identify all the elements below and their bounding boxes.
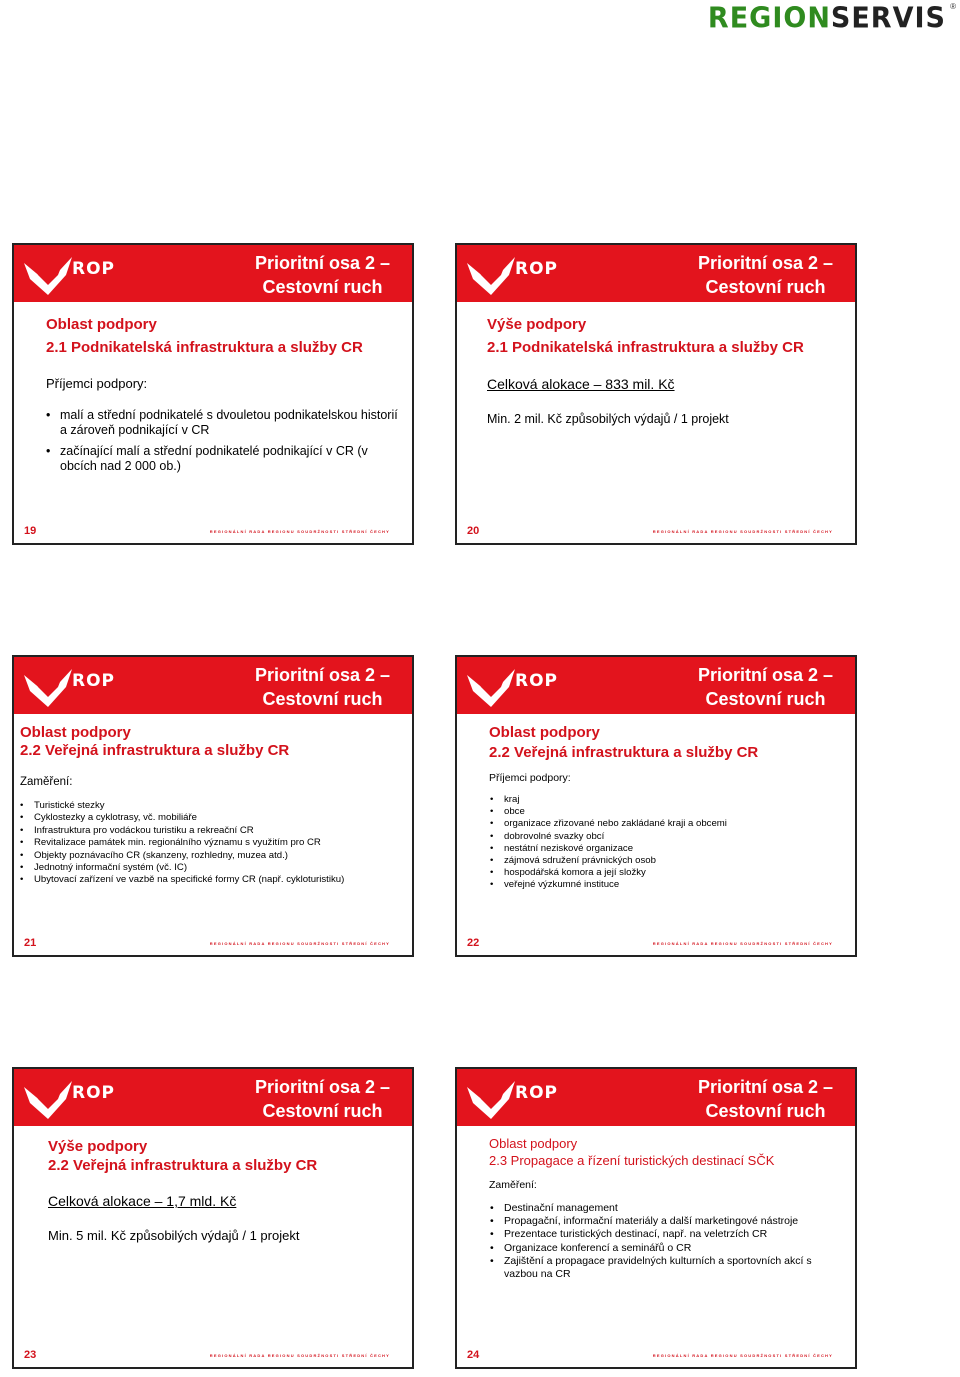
title-line2: Cestovní ruch — [262, 689, 383, 709]
slide-body — [457, 1126, 855, 1337]
logo-text: ROP — [515, 259, 559, 279]
heading2: 2.2 Veřejná infrastruktura a služby CR — [48, 1157, 318, 1174]
subheading: Příjemci podpory: — [489, 772, 571, 784]
title-line2: Cestovní ruch — [262, 277, 383, 297]
list-item: • Infrastruktura pro vodáckou turistiku a rekreační CR — [34, 825, 404, 837]
allocation: Celková alokace – 1,7 mld. Kč — [48, 1193, 237, 1209]
heading2: 2.2 Veřejná infrastruktura a služby CR — [20, 742, 290, 759]
heading1: Oblast podpory — [20, 724, 131, 741]
logo-text: ROP — [72, 671, 116, 691]
list-item: • dobrovolné svazky obcí — [504, 831, 844, 843]
slide-number: 19 — [24, 525, 37, 537]
slide-number: 24 — [467, 1349, 480, 1361]
list-item: • Jednotný informační systém (vč. IC) — [34, 862, 404, 874]
regionservis-logo — [708, 3, 946, 35]
title-line2: Cestovní ruch — [705, 1101, 826, 1121]
subheading: Zaměření: — [20, 776, 73, 788]
slide-23 — [12, 1067, 414, 1369]
heading2: 2.2 Veřejná infrastruktura a služby CR — [489, 744, 759, 761]
logo-text: ROP — [515, 1083, 559, 1103]
title-line1: Prioritní osa 2 – — [697, 1077, 833, 1097]
list-item: • Objekty poznávacího CR (skanzeny, rozhledny, muzea atd.) — [34, 850, 404, 862]
title-line1: Prioritní osa 2 – — [254, 1077, 390, 1097]
heading1: Oblast podpory — [489, 724, 600, 741]
heading2: 2.1 Podnikatelská infrastruktura a služby CR — [487, 339, 804, 356]
slide-title — [698, 663, 833, 711]
list-item: • obce — [504, 806, 844, 818]
slide-header — [14, 657, 412, 714]
slide-body — [457, 714, 855, 925]
logo-text: ROP — [72, 259, 116, 279]
slide-footer: REGIONÁLNÍ RADA REGIONU SOUDRŽNOSTI STŘEDNÍ ČECHY — [652, 941, 833, 946]
slide-number: 21 — [24, 937, 37, 949]
list-item: • Prezentace turistických destinací, např. na veletrzích CR — [504, 1228, 844, 1241]
brand-part1: REGION — [707, 2, 831, 35]
allocation: Celková alokace – 833 mil. Kč — [487, 376, 675, 392]
slide-header — [457, 1069, 855, 1126]
slide-title — [255, 251, 390, 299]
title-line1: Prioritní osa 2 – — [254, 253, 390, 273]
slide-number: 20 — [467, 525, 480, 537]
subheading: Zaměření: — [489, 1179, 537, 1191]
logo-text: ROP — [515, 671, 559, 691]
list-item: • Turistické stezky — [34, 800, 404, 812]
slide-number: 23 — [24, 1349, 37, 1361]
slide-footer: REGIONÁLNÍ RADA REGIONU SOUDRŽNOSTI STŘEDNÍ ČECHY — [209, 529, 390, 534]
slide-header — [457, 657, 855, 714]
subheading: Příjemci podpory: — [46, 376, 148, 391]
slide-footer: REGIONÁLNÍ RADA REGIONU SOUDRŽNOSTI STŘEDNÍ ČECHY — [652, 529, 833, 534]
list-item: • organizace zřizované nebo zakládané kraji a obcemi — [504, 818, 844, 830]
slide-header — [14, 1069, 412, 1126]
slide-number: 22 — [467, 937, 480, 949]
list-item: • Ubytovací zařízení ve vazbě na specifické formy CR (např. cykloturistiku) — [34, 874, 404, 886]
slide-body — [14, 1126, 412, 1337]
title-line1: Prioritní osa 2 – — [697, 665, 833, 685]
slide-footer: REGIONÁLNÍ RADA REGIONU SOUDRŽNOSTI STŘEDNÍ ČECHY — [209, 1353, 390, 1358]
slide-24 — [455, 1067, 857, 1369]
minimum: Min. 2 mil. Kč způsobilých výdajů / 1 projekt — [487, 412, 729, 426]
list-item: • nestátní neziskové organizace — [504, 843, 844, 855]
slide-title — [698, 1075, 833, 1123]
list-item: • Propagační, informační materiály a další marketingové nástroje — [504, 1215, 844, 1228]
slide-20 — [455, 243, 857, 545]
slide-header — [14, 245, 412, 302]
slide-title — [255, 1075, 390, 1123]
slide-body — [457, 302, 855, 513]
heading2: 2.3 Propagace a řízení turistických destinací SČK — [489, 1153, 775, 1168]
heading2: 2.1 Podnikatelská infrastruktura a služby CR — [46, 339, 363, 356]
title-line2: Cestovní ruch — [262, 1101, 383, 1121]
bullet-list — [504, 1202, 844, 1281]
bullet-list — [34, 800, 404, 887]
slide-footer: REGIONÁLNÍ RADA REGIONU SOUDRŽNOSTI STŘEDNÍ ČECHY — [652, 1353, 833, 1358]
heading1: Výše podpory — [48, 1138, 148, 1155]
title-line2: Cestovní ruch — [705, 689, 826, 709]
slide-header — [457, 245, 855, 302]
slide-footer: REGIONÁLNÍ RADA REGIONU SOUDRŽNOSTI STŘEDNÍ ČECHY — [209, 941, 390, 946]
list-item: • kraj — [504, 794, 844, 806]
bullet-list — [504, 794, 844, 892]
list-item: • Cyklostezky a cyklotrasy, vč. mobiliáře — [34, 812, 404, 824]
heading1: Oblast podpory — [46, 316, 157, 333]
list-item: • Organizace konferencí a seminářů o CR — [504, 1242, 844, 1255]
list-item: • Revitalizace památek min. regionálního významu s využitím pro CR — [34, 837, 404, 849]
list-item: • malí a střední podnikatelé s dvouletou podnikatelskou historií a zároveň podnikající v CR — [60, 408, 400, 438]
slide-22 — [455, 655, 857, 957]
minimum: Min. 5 mil. Kč způsobilých výdajů / 1 projekt — [48, 1228, 300, 1243]
list-item: • Zajištění a propagace pravidelných kulturních a sportovních akcí s vazbou na CR — [504, 1255, 844, 1281]
brand-part2: SERVIS — [830, 2, 946, 35]
slide-body — [14, 714, 412, 925]
title-line2: Cestovní ruch — [705, 277, 826, 297]
list-item: • hospodářská komora a její složky — [504, 867, 844, 879]
title-line1: Prioritní osa 2 – — [254, 665, 390, 685]
slide-19 — [12, 243, 414, 545]
list-item: • zájmová sdružení právnických osob — [504, 855, 844, 867]
heading1: Výše podpory — [487, 316, 587, 333]
bullet-list — [60, 408, 400, 474]
slide-title — [255, 663, 390, 711]
slide-21 — [12, 655, 414, 957]
list-item: • začínající malí a střední podnikatelé podnikající v CR (v obcích nad 2 000 ob.) — [60, 444, 400, 474]
logo-text: ROP — [72, 1083, 116, 1103]
heading1: Oblast podpory — [489, 1136, 578, 1151]
brand-trademark: ® — [950, 2, 956, 11]
title-line1: Prioritní osa 2 – — [697, 253, 833, 273]
slide-title — [698, 251, 833, 299]
list-item: • veřejné výzkumné instituce — [504, 879, 844, 891]
list-item: • Destinační management — [504, 1202, 844, 1215]
slide-body — [14, 302, 412, 513]
